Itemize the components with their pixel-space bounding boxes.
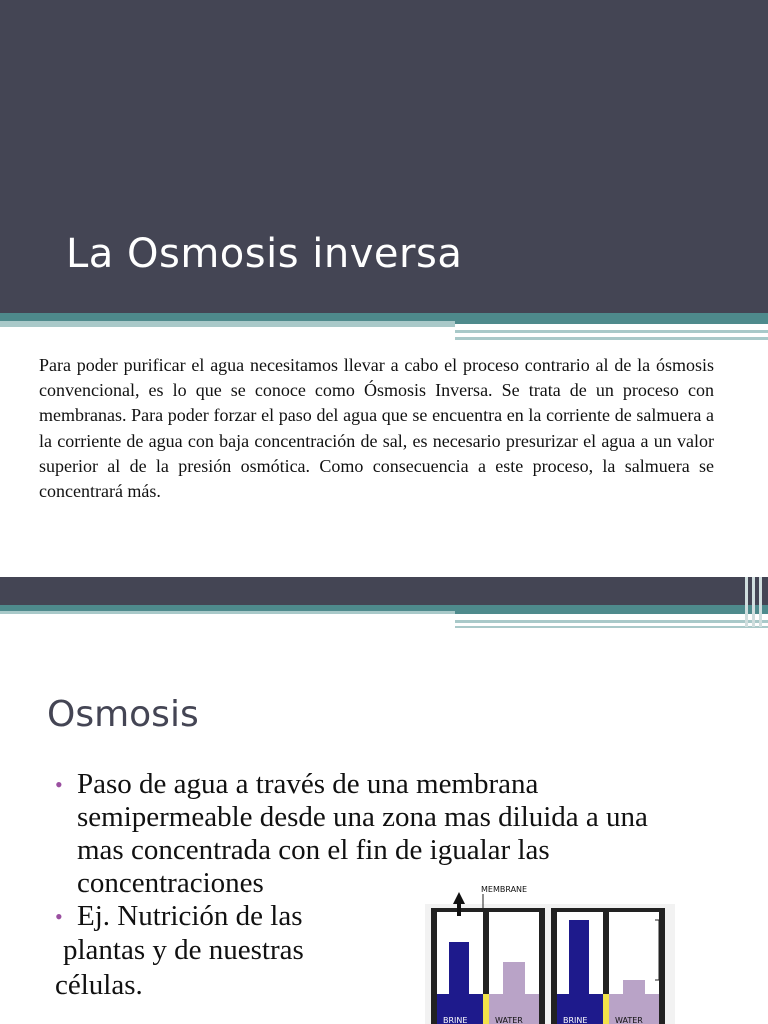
header-stripe-vertical — [752, 577, 755, 627]
body-paragraph: Para poder purificar el agua necesitamos llevar a cabo el proceso contrario al de la ósmosis convencional, es lo que se conoce como Ósmosis Inversa. Se trata de un proceso con membranas. Para poder forzar el paso del agua que se encuentra en la corriente de salmuera a la corriente de agua con baja concentración de sal, es necesario presurizar el agua a un valor superior al de la presión osmótica. Como consecuencia a este proceso, la salmuera se concentrará más. — [39, 355, 714, 502]
bullet-icon: • — [55, 772, 63, 797]
header-stripe-vertical — [745, 577, 748, 627]
water-label: WATER — [615, 1016, 643, 1024]
header-stripe-light — [0, 321, 455, 327]
header-stripe-light — [0, 611, 455, 614]
osmosis-diagram — [425, 880, 675, 1024]
bullet-item — [55, 900, 377, 933]
membrane-label: MEMBRANE — [481, 885, 528, 894]
header-stripe-accent — [455, 611, 768, 614]
header-stripe-vertical — [759, 577, 762, 627]
bullet-continuation: plantas y de nuestras — [63, 934, 304, 966]
header-stripe-accent — [455, 321, 768, 324]
brine-label: BRINE — [563, 1016, 588, 1024]
header-stripe-teal — [0, 313, 768, 321]
bullet-icon: • — [55, 904, 63, 929]
slide-title: Osmosis — [47, 694, 199, 735]
bullet-text: Ej. Nutrición de las — [77, 900, 303, 932]
slide-header — [0, 577, 768, 605]
header-stripe-accent — [455, 620, 768, 623]
water-label: WATER — [495, 1016, 523, 1024]
header-stripe-accent — [455, 337, 768, 340]
slide-title: La Osmosis inversa — [66, 231, 463, 277]
header-stripe-accent — [455, 330, 768, 333]
bullet-continuation: células. — [55, 969, 143, 1001]
header-stripe-accent — [455, 626, 768, 628]
bullet-text: Paso de agua a través de una membrana semipermeable desde una zona mas diluida a una mas concentrada con el fin de igualar las concentraciones — [77, 768, 648, 899]
brine-label: BRINE — [443, 1016, 468, 1024]
